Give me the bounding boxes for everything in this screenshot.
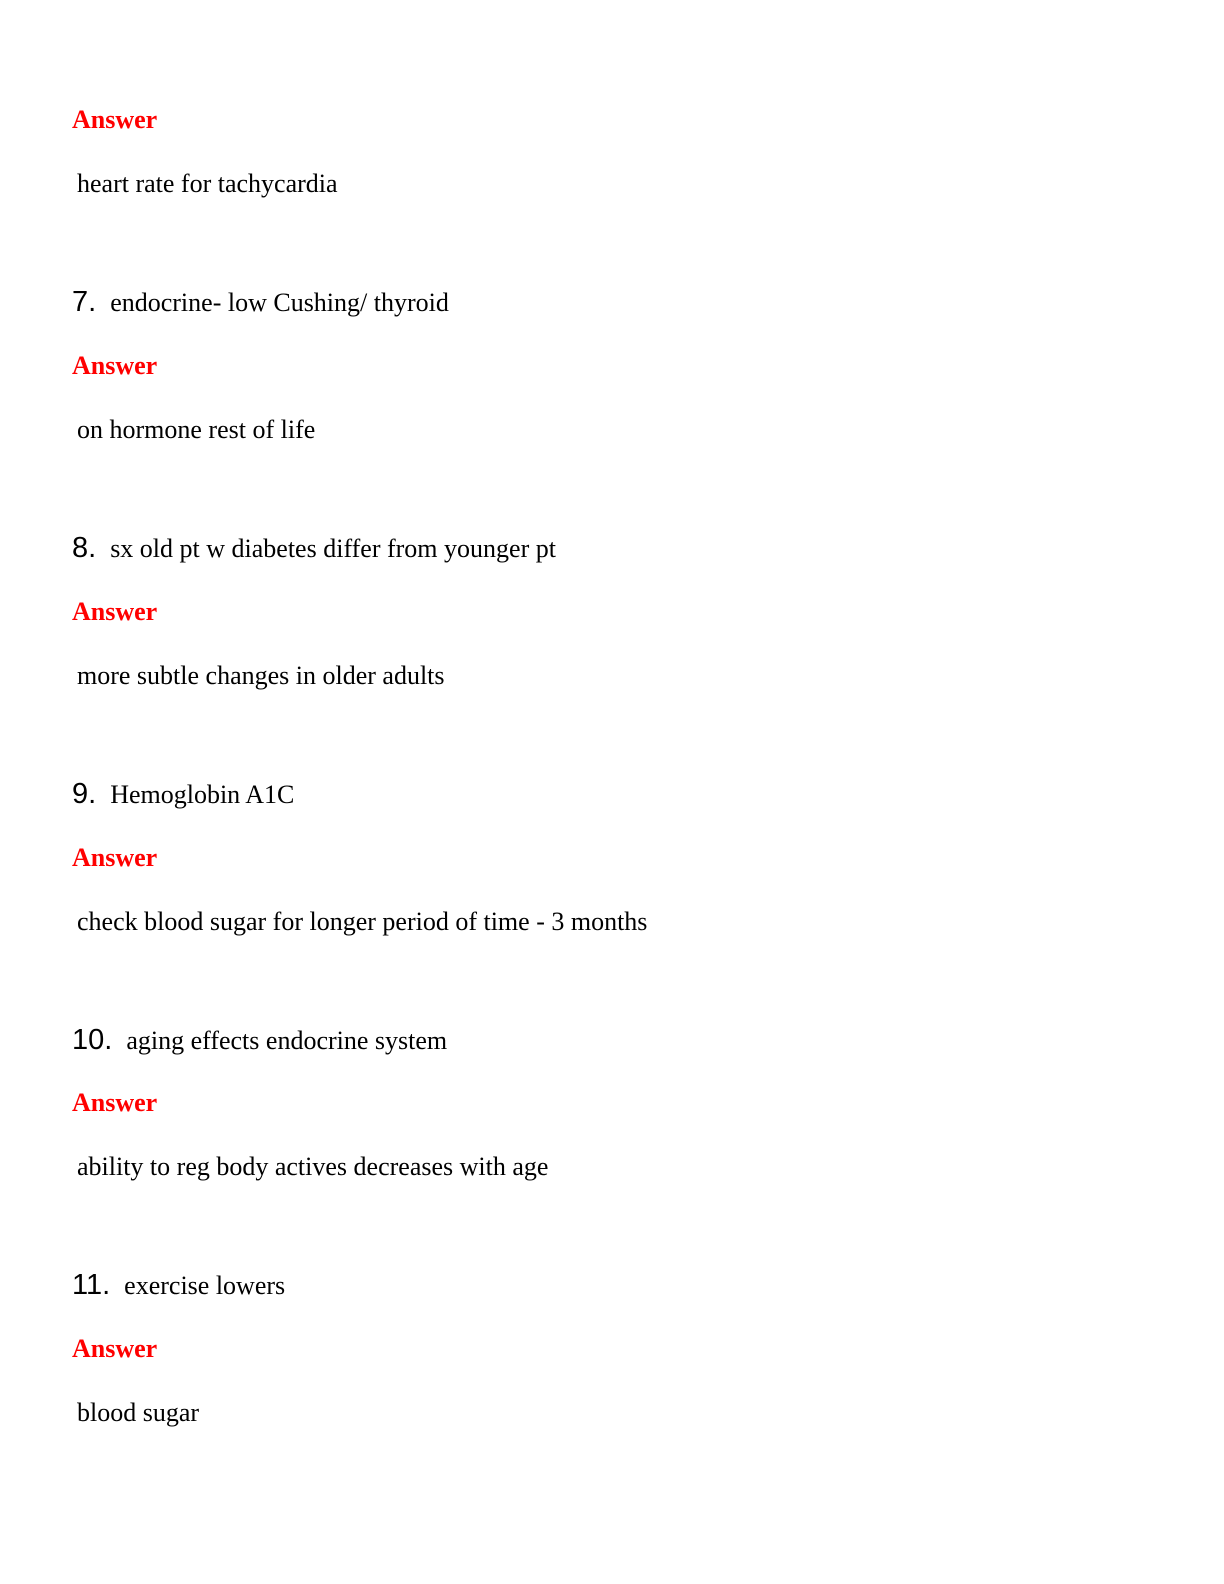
question [72, 777, 294, 812]
question-text: endocrine- low Cushing/ thyroid [110, 288, 449, 317]
answer-label: Answer [72, 351, 158, 380]
question-number: 10. [72, 1024, 113, 1056]
question [72, 285, 449, 320]
answer-label: Answer [72, 843, 158, 872]
question [72, 1268, 285, 1303]
answer-label: Answer [72, 597, 158, 626]
answer-text: ability to reg body actives decreases with age [77, 1152, 549, 1181]
answer-text: check blood sugar for longer period of time - 3 months [77, 907, 648, 936]
question-text: Hemoglobin A1C [110, 780, 295, 809]
answer-text: on hormone rest of life [77, 415, 316, 444]
answer-text: blood sugar [77, 1398, 200, 1427]
question [72, 1023, 447, 1058]
answer-text: heart rate for tachycardia [77, 169, 338, 198]
question-text: sx old pt w diabetes differ from younger pt [110, 534, 556, 563]
answer-label: Answer [72, 1334, 158, 1363]
question-number: 8. [72, 532, 97, 564]
question-text: exercise lowers [124, 1271, 286, 1300]
question [72, 531, 556, 566]
question-number: 7. [72, 286, 97, 318]
answer-label: Answer [72, 105, 158, 134]
answer-text: more subtle changes in older adults [77, 661, 445, 690]
question-number: 9. [72, 778, 97, 810]
answer-label: Answer [72, 1088, 158, 1117]
question-number: 11. [72, 1269, 111, 1301]
question-text: aging effects endocrine system [126, 1026, 448, 1055]
